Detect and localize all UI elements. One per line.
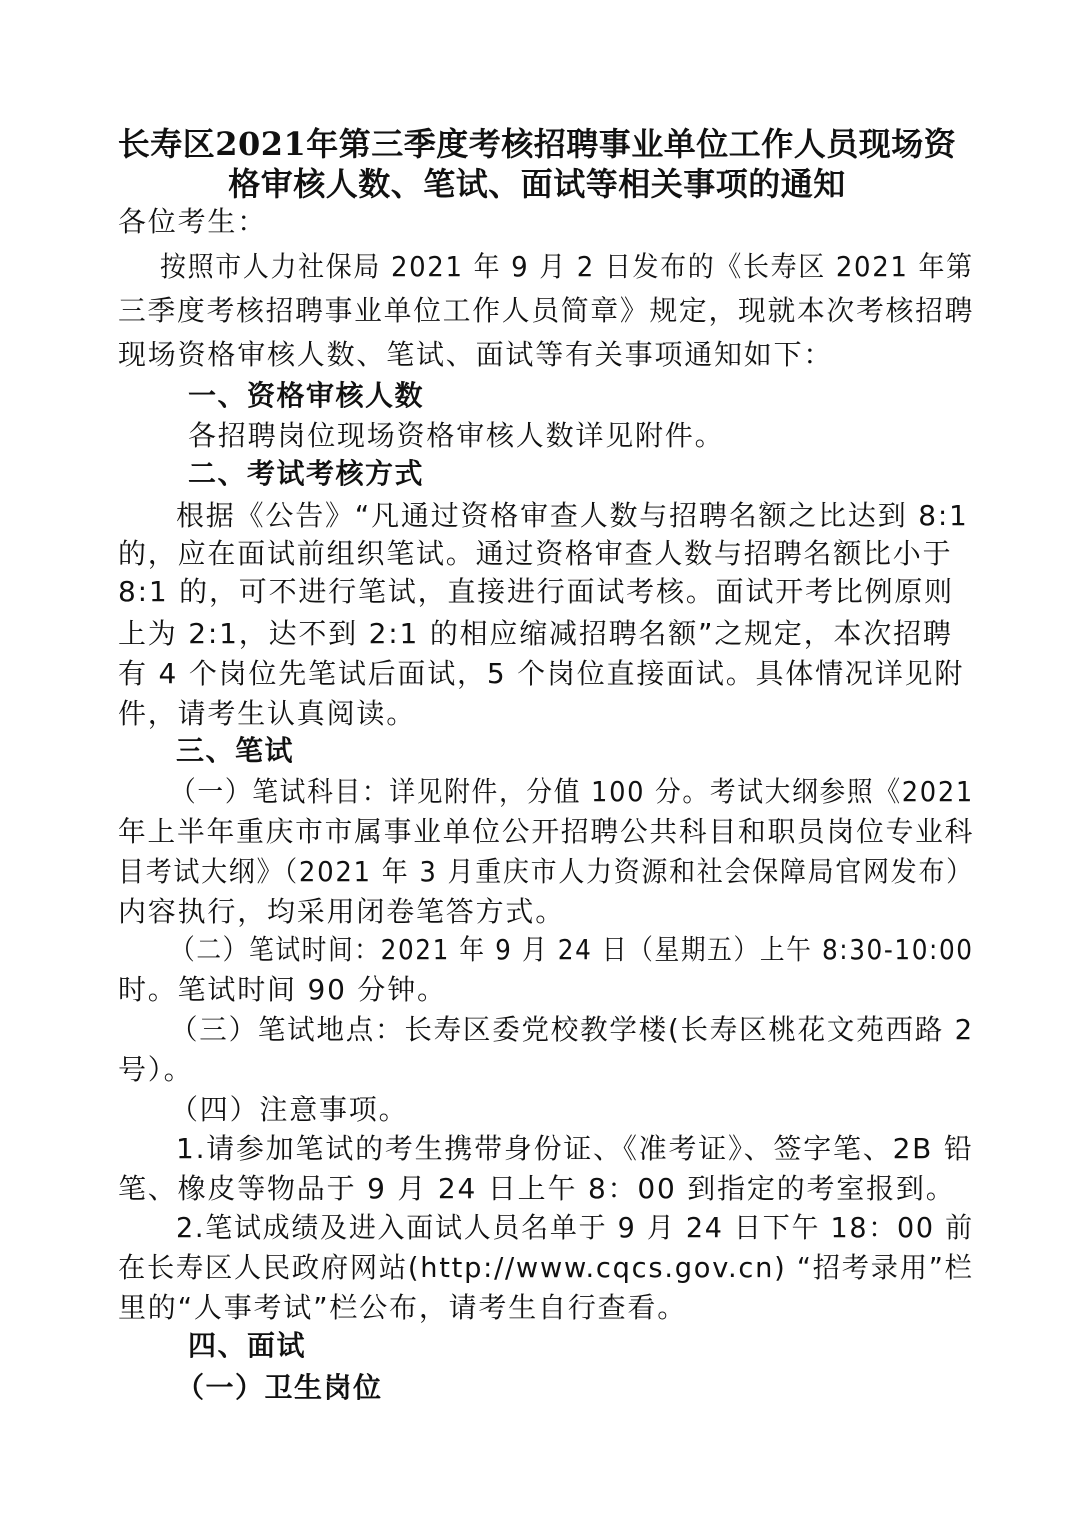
document-title-line-2: 格审核人数、笔试、面试等相关事项的通知 <box>228 165 846 203</box>
section-body-line: 目考试大纲》（2021 年 3 月重庆市人力资源和社会保障局官网发布） <box>118 855 974 888</box>
section-heading-exam-method: 二、考试考核方式 <box>188 457 425 490</box>
section-body-line: （一）笔试科目：详见附件，分值 100 分。考试大纲参照《2021 <box>170 775 974 808</box>
section-body-line: 1.请参加笔试的考生携带身份证、《准考证》、签字笔、2B 铅 <box>176 1132 974 1165</box>
section-body-line: 里的“人事考试”栏公布，请考生自行查看。 <box>118 1291 688 1324</box>
section-body-line: 的，应在面试前组织笔试。通过资格审查人数与招聘名额比小于 <box>118 537 953 570</box>
section-body-line: 内容执行，均采用闭卷笔答方式。 <box>118 895 566 928</box>
intro-line: 三季度考核招聘事业单位工作人员简章》规定，现就本次考核招聘 <box>118 294 975 327</box>
section-heading-interview: 四、面试 <box>188 1329 307 1362</box>
section-body-line: 年上半年重庆市市属事业单位公开招聘公共科目和职员岗位专业科 <box>118 815 975 848</box>
intro-line: 按照市人力社保局 2021 年 9 月 2 日发布的《长寿区 2021 年第 <box>160 250 974 283</box>
section-body-line: 笔、橡皮等物品于 9 月 24 日上午 8：00 到指定的考室报到。 <box>118 1172 956 1205</box>
section-body-line: 有 4 个岗位先笔试后面试，5 个岗位直接面试。具体情况详见附 <box>118 657 965 690</box>
section-body-line: 2.笔试成绩及进入面试人员名单于 9 月 24 日下午 18：00 前 <box>176 1211 974 1244</box>
section-body-line: 在长寿区人民政府网站(http://www.cqcs.gov.cn) “招考录用”栏 <box>118 1251 974 1284</box>
section-body-line: 各招聘岗位现场资格审核人数详见附件。 <box>188 419 725 452</box>
section-body-line: （二）笔试时间：2021 年 9 月 24 日（星期五）上午 8:30-10:00 <box>170 933 974 966</box>
document-title-line-1: 长寿区2021年第三季度考核招聘事业单位工作人员现场资 <box>117 125 957 163</box>
section-body-line: （三）笔试地点：长寿区委党校教学楼(长寿区桃花文苑西路 2 <box>170 1013 974 1046</box>
section-body-line: 根据《公告》“凡通过资格审查人数与招聘名额之比达到 8:1 <box>176 499 969 532</box>
section-body-line: 上为 2:1，达不到 2:1 的相应缩减招聘名额”之规定，本次招聘 <box>118 617 953 650</box>
salutation: 各位考生： <box>118 205 268 238</box>
section-heading-qualification: 一、资格审核人数 <box>188 379 425 412</box>
subsection-heading-health-post: （一）卫生岗位 <box>176 1371 383 1404</box>
section-body-line: 件，请考生认真阅读。 <box>118 697 417 730</box>
section-body-line: （四）注意事项。 <box>170 1093 409 1126</box>
section-heading-written-exam: 三、笔试 <box>176 734 295 767</box>
section-body-line: 时。笔试时间 90 分钟。 <box>118 973 447 1006</box>
section-body-line: 8:1 的，可不进行笔试，直接进行面试考核。面试开考比例原则 <box>118 575 954 608</box>
section-body-line: 号）。 <box>118 1053 194 1086</box>
intro-line: 现场资格审核人数、笔试、面试等有关事项通知如下： <box>118 338 834 371</box>
